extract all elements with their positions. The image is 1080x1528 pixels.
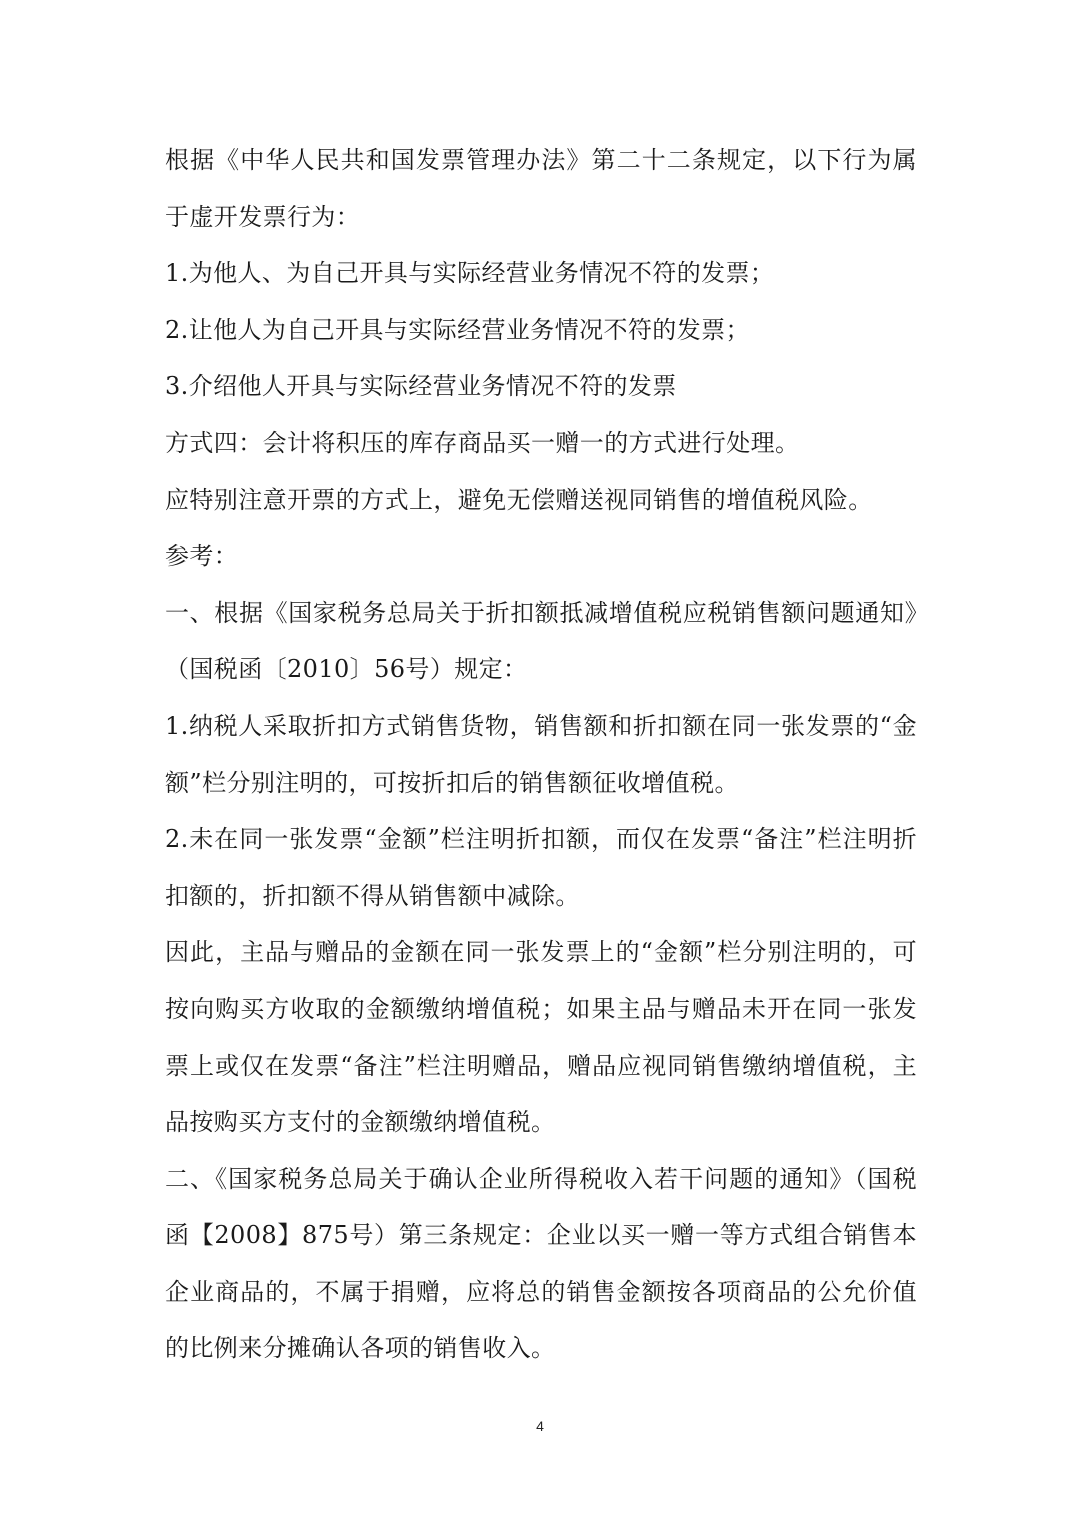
paragraph-reference-two: 二、《国家税务总局关于确认企业所得税收入若干问题的通知》（国税函【2008】875号）第三条规定：企业以买一赠一等方式组合销售本企业商品的，不属于捐赠，应将总的销售金额按各项商品的公允价值的比例来分摊确认各项的销售收入。	[165, 1164, 917, 1363]
paragraph-method-four: 方式四：会计将积压的库存商品买一赠一的方式进行处理。	[165, 428, 800, 457]
paragraph-item-3: 3.介绍他人开具与实际经营业务情况不符的发票	[165, 372, 677, 401]
paragraph-item-1: 1.为他人、为自己开具与实际经营业务情况不符的发票；	[165, 259, 775, 288]
page-number: 4	[536, 1418, 544, 1434]
paragraph-discount-rule-1: 1.纳税人采取折扣方式销售货物，销售额和折扣额在同一张发票的“金额”栏分别注明的，可按折扣后的销售额征收增值税。	[165, 711, 917, 797]
paragraph-item-2: 2.让他人为自己开具与实际经营业务情况不符的发票；	[165, 315, 750, 344]
paragraph-intro-invoice-rules: 根据《中华人民共和国发票管理办法》第二十二条规定，以下行为属于虚开发票行为：	[165, 146, 917, 231]
paragraph-invoice-note: 应特别注意开票的方式上，避免无偿赠送视同销售的增值税风险。	[165, 485, 873, 514]
document-body	[165, 132, 917, 1377]
paragraph-reference-one: 一、根据《国家税务总局关于折扣额抵减增值税应税销售额问题通知》（国税函〔2010〕56号）规定：	[165, 598, 917, 684]
paragraph-conclusion: 因此，主品与赠品的金额在同一张发票上的“金额”栏分别注明的，可按向购买方收取的金额缴纳增值税；如果主品与赠品未开在同一张发票上或仅在发票“备注”栏注明赠品，赠品应视同销售缴纳增值税，主品按购买方支付的金额缴纳增值税。	[165, 938, 917, 1137]
paragraph-reference-heading: 参考：	[165, 542, 239, 571]
paragraph-discount-rule-2: 2.未在同一张发票“金额”栏注明折扣额，而仅在发票“备注”栏注明折扣额的，折扣额不得从销售额中减除。	[165, 825, 917, 910]
